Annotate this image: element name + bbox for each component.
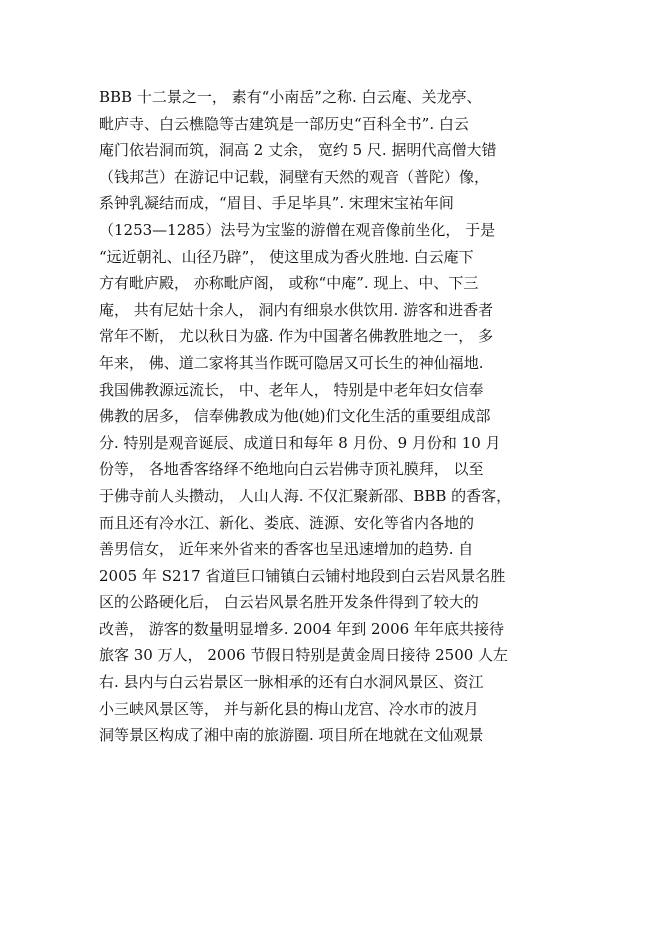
text-line: 2005 年 S217 省道巨口铺镇白云铺村地段到白云岩风景名胜 <box>99 566 506 585</box>
text-line: 年来， 佛、道二家将其当作既可隐居又可长生的神仙福地. <box>99 353 484 372</box>
body-text <box>99 84 559 749</box>
text-line: 毗庐寺、白云樵隐等古建筑是一部历史“百科全书”. 白云 <box>99 114 469 133</box>
text-line: 小三峡风景区等， 并与新化县的梅山龙宫、冷水市的波月 <box>99 699 479 718</box>
text-line: 善男信女， 近年来外省来的香客也呈迅速增加的趋势. 自 <box>99 540 474 559</box>
text-line: 佛教的居多， 信奉佛教成为他(她)们文化生活的重要组成部 <box>99 407 491 426</box>
text-line: 系钟乳凝结而成，“眉目、手足毕具”. 宋理宋宝祐年间 <box>99 194 454 213</box>
text-line: 于佛寺前人头攒动， 人山人海. 不仅汇聚新邵、BBB 的香客， <box>99 486 512 505</box>
text-line: “远近朝礼、山径乃辟”， 使这里成为香火胜地. 白云庵下 <box>99 247 474 266</box>
text-line: 我国佛教源远流长， 中、老年人， 特别是中老年妇女信奉 <box>99 380 484 399</box>
text-line: 改善， 游客的数量明显增多. 2004 年到 2006 年年底共接待 <box>99 619 504 638</box>
text-line: 庵门依岩洞而筑，洞高 2 丈余， 宽约 5 尺. 据明代高僧大错 <box>99 141 497 160</box>
text-line: 庵， 共有尼姑十余人， 洞内有细泉水供饮用. 游客和进香者 <box>99 300 494 319</box>
text-line: 而且还有冷水江、新化、娄底、涟源、安化等省内各地的 <box>99 513 475 532</box>
text-line: 分. 特别是观音诞辰、成道日和每年 8 月份、9 月份和 10 月 <box>99 433 501 452</box>
text-line: （1253—1285）法号为宝鉴的游僧在观音像前坐化， 于是 <box>99 220 496 239</box>
text-line: （钱邦芑）在游记中记载，洞壁有天然的观音（普陀）像， <box>99 167 490 186</box>
text-line: 方有毗庐殿， 亦称毗庐阁， 或称“中庵”. 现上、中、下三 <box>99 274 479 293</box>
text-line: 份等， 各地香客络绎不绝地向白云岩佛寺顶礼膜拜， 以至 <box>99 460 484 479</box>
text-line: 洞等景区构成了湘中南的旅游圈. 项目所在地就在文仙观景 <box>99 726 484 745</box>
text-line: 右. 县内与白云岩景区一脉相承的还有白水洞风景区、资江 <box>99 673 484 692</box>
text-line: BBB 十二景之一， 素有“小南岳”之称. 白云庵、关龙亭、 <box>99 88 482 106</box>
text-line: 旅客 30 万人， 2006 节假日特别是黄金周日接待 2500 人左 <box>99 646 509 665</box>
text-line: 常年不断， 尤以秋日为盛. 作为中国著名佛教胜地之一， 多 <box>99 327 494 346</box>
text-line: 区的公路硬化后， 白云岩风景名胜开发条件得到了较大的 <box>99 593 479 612</box>
